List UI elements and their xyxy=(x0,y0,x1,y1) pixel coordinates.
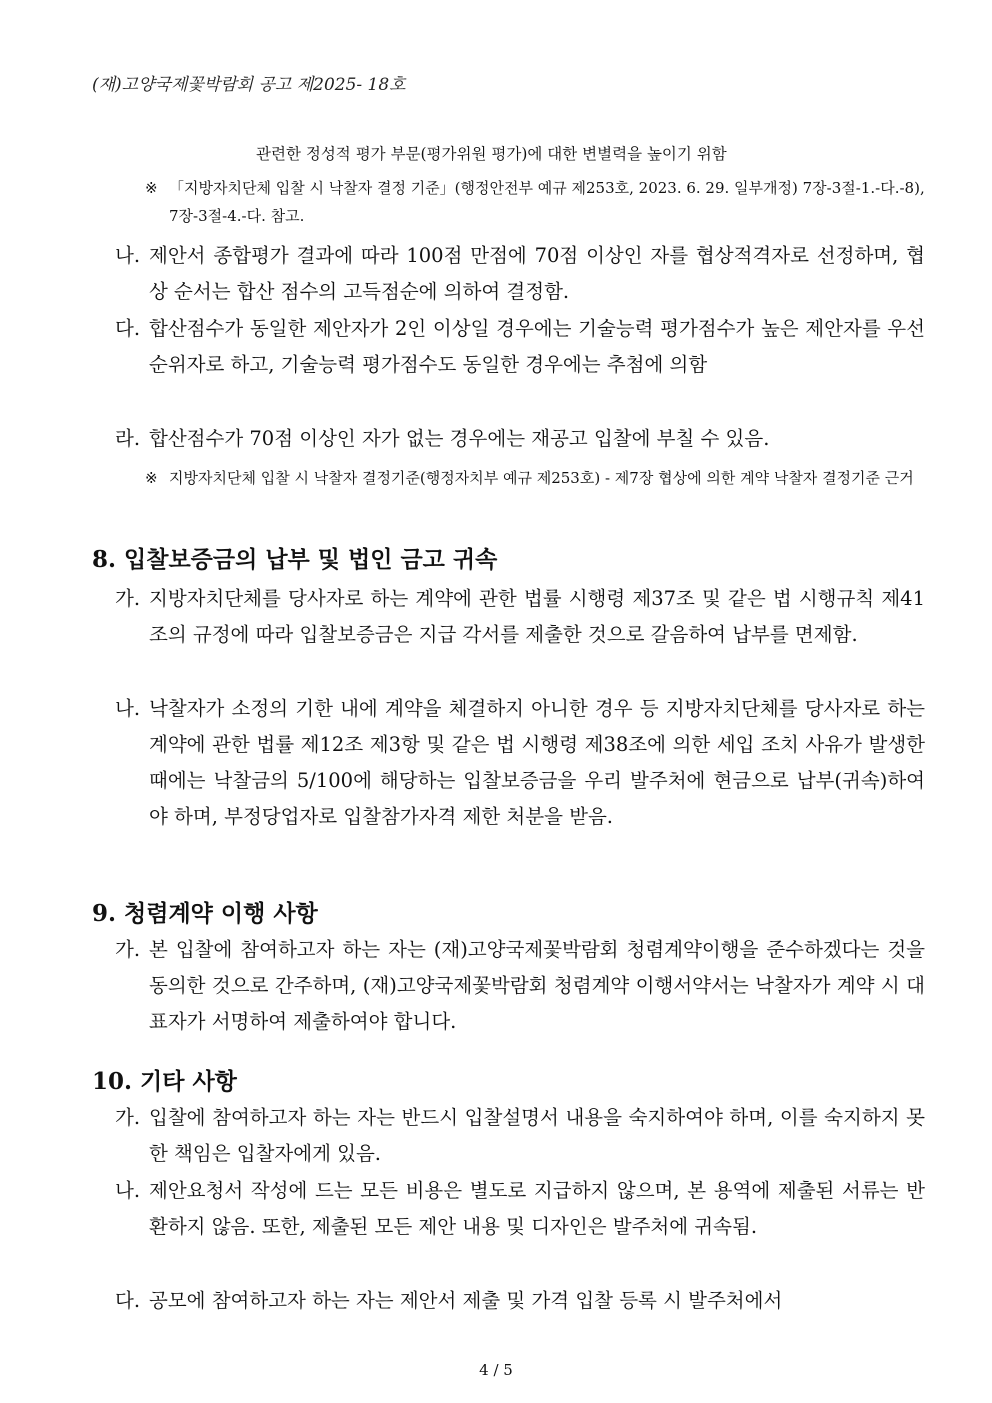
section7-item-da xyxy=(115,311,925,383)
item-text: 제안서 종합평가 결과에 따라 100점 만점에 70점 이상인 자를 협상적격자로 선정하며, 협상 순서는 합산 점수의 고득점순에 의하여 결정함. xyxy=(149,244,925,303)
continued-line: 관련한 정성적 평가 부문(평가위원 평가)에 대한 변별력을 높이기 위함 xyxy=(256,145,727,163)
item-marker: 나. xyxy=(115,244,141,267)
section10-item-da xyxy=(115,1283,925,1319)
section7-item-ra xyxy=(115,421,925,457)
section10-item-na xyxy=(115,1173,925,1245)
section8-heading: 8. 입찰보증금의 납부 및 법인 금고 귀속 xyxy=(92,546,498,573)
reference-note-1 xyxy=(145,174,925,230)
section9-heading: 9. 청렴계약 이행 사항 xyxy=(92,900,318,927)
reference-note-2 xyxy=(145,464,925,492)
section7-item-na xyxy=(115,238,925,310)
item-text: 제안요청서 작성에 드는 모든 비용은 별도로 지급하지 않으며, 본 용역에 제출된 서류는 반환하지 않음. 또한, 제출된 모든 제안 내용 및 디자인은 발주처에 귀속됨. xyxy=(149,1179,925,1238)
section8-item-na xyxy=(115,691,925,835)
section9-item-ga xyxy=(115,932,925,1040)
item-marker: 나. xyxy=(115,697,141,720)
note-text: 지방자치단체 입찰 시 낙찰자 결정기준(행정자치부 예규 제253호) - 제7장 협상에 의한 계약 낙찰자 결정기준 근거 xyxy=(169,469,914,487)
note-marker: ※ xyxy=(145,469,158,487)
item-text: 지방자치단체를 당사자로 하는 계약에 관한 법률 시행령 제37조 및 같은 법 시행규칙 제41조의 규정에 따라 입찰보증금은 지급 각서를 제출한 것으로 갈음하여 납부를 면제함. xyxy=(149,587,925,646)
section10-heading: 10. 기타 사항 xyxy=(92,1068,237,1095)
item-text: 본 입찰에 참여하고자 하는 자는 (재)고양국제꽃박람회 청렴계약이행을 준수하겠다는 것을 동의한 것으로 간주하며, (재)고양국제꽃박람회 청렴계약 이행서약서는 낙찰자가 계약 시 대표자가 서명하여 제출하여야 합니다. xyxy=(149,938,925,1033)
item-marker: 가. xyxy=(115,938,141,961)
item-marker: 가. xyxy=(115,1106,141,1129)
page-number: 4 / 5 xyxy=(479,1361,513,1379)
item-text: 입찰에 참여하고자 하는 자는 반드시 입찰설명서 내용을 숙지하여야 하며, 이를 숙지하지 못한 책임은 입찰자에게 있음. xyxy=(149,1106,925,1165)
note-text: 「지방자치단체 입찰 시 낙찰자 결정 기준」(행정안전부 예규 제253호, 2023. 6. 29. 일부개정) 7장-3절-1.-다.-8), 7장-3절-4.-다. 참고. xyxy=(169,179,925,225)
section10-item-ga xyxy=(115,1100,925,1172)
item-marker: 다. xyxy=(115,317,141,340)
item-marker: 다. xyxy=(115,1289,141,1312)
item-marker: 가. xyxy=(115,587,141,610)
announcement-number: (재)고양국제꽃박람회 공고 제2025- 18호 xyxy=(92,75,406,95)
item-marker: 라. xyxy=(115,427,141,450)
item-text: 합산점수가 동일한 제안자가 2인 이상일 경우에는 기술능력 평가점수가 높은 제안자를 우선 순위자로 하고, 기술능력 평가점수도 동일한 경우에는 추첨에 의함 xyxy=(149,317,925,376)
note-marker: ※ xyxy=(145,179,158,197)
item-text: 낙찰자가 소정의 기한 내에 계약을 체결하지 아니한 경우 등 지방자치단체를 당사자로 하는 계약에 관한 법률 제12조 제3항 및 같은 법 시행령 제38조에 의한 세입 조치 사유가 발생한 때에는 낙찰금의 5/100에 해당하는 입찰보증금을 우리 발주처에 현금으로 납부(귀속)하여야 하며, 부정당업자로 입찰참가자격 제한 처분을 받음. xyxy=(149,697,925,828)
item-text: 합산점수가 70점 이상인 자가 없는 경우에는 재공고 입찰에 부칠 수 있음. xyxy=(149,427,770,450)
item-marker: 나. xyxy=(115,1179,141,1202)
item-text: 공모에 참여하고자 하는 자는 제안서 제출 및 가격 입찰 등록 시 발주처에서 xyxy=(149,1289,783,1312)
section8-item-ga xyxy=(115,581,925,653)
